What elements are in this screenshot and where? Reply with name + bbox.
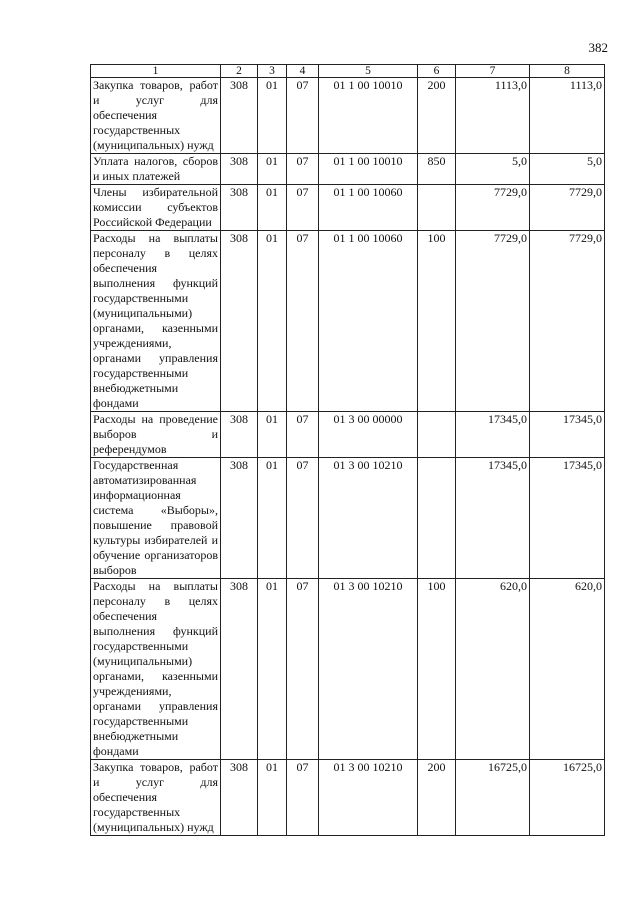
table-row	[91, 185, 605, 231]
cell-target-article: 01 3 00 10210	[319, 579, 418, 760]
cell-target-article: 01 3 00 10210	[319, 760, 418, 836]
cell-ministry-code: 308	[221, 412, 258, 458]
cell-amount-8: 17345,0	[530, 458, 605, 579]
row-name: Закупка товаров, работ и услуг для обеспечения государственных (муниципальных) нужд	[91, 760, 221, 836]
row-name: Члены избирательной комиссии субъектов Российской Федерации	[91, 185, 221, 231]
cell-ministry-code: 308	[221, 231, 258, 412]
cell-ministry-code: 308	[221, 78, 258, 154]
row-name: Уплата налогов, сборов и иных платежей	[91, 154, 221, 185]
cell-expense-type	[418, 412, 456, 458]
cell-subsection: 07	[287, 231, 319, 412]
table-row	[91, 760, 605, 836]
cell-subsection: 07	[287, 185, 319, 231]
cell-amount-7: 17345,0	[456, 458, 530, 579]
table-row	[91, 231, 605, 412]
cell-amount-8: 620,0	[530, 579, 605, 760]
cell-expense-type: 200	[418, 78, 456, 154]
row-name: Расходы на выплаты персоналу в целях обеспечения выполнения функций государственными (муниципальными) органами, казенными учреждениями, органами управления государственными внебюджетными фондами	[91, 231, 221, 412]
cell-amount-7: 620,0	[456, 579, 530, 760]
cell-target-article: 01 3 00 00000	[319, 412, 418, 458]
column-header: 5	[319, 65, 418, 78]
cell-amount-7: 7729,0	[456, 231, 530, 412]
cell-ministry-code: 308	[221, 154, 258, 185]
cell-subsection: 07	[287, 579, 319, 760]
column-header: 1	[91, 65, 221, 78]
cell-amount-7: 1113,0	[456, 78, 530, 154]
cell-ministry-code: 308	[221, 458, 258, 579]
cell-amount-8: 17345,0	[530, 412, 605, 458]
cell-subsection: 07	[287, 412, 319, 458]
cell-amount-8: 5,0	[530, 154, 605, 185]
cell-target-article: 01 1 00 10010	[319, 154, 418, 185]
column-header: 8	[530, 65, 605, 78]
column-header: 2	[221, 65, 258, 78]
table-header-row	[91, 65, 605, 78]
row-name: Государственная автоматизированная информационная система «Выборы», повышение правовой культуры избирателей и обучение организаторов выборов	[91, 458, 221, 579]
cell-target-article: 01 1 00 10010	[319, 78, 418, 154]
cell-expense-type: 100	[418, 231, 456, 412]
cell-expense-type: 200	[418, 760, 456, 836]
cell-amount-7: 5,0	[456, 154, 530, 185]
cell-amount-7: 17345,0	[456, 412, 530, 458]
cell-amount-7: 7729,0	[456, 185, 530, 231]
row-name: Расходы на проведение выборов и референдумов	[91, 412, 221, 458]
cell-section: 01	[258, 78, 287, 154]
row-name: Расходы на выплаты персоналу в целях обеспечения выполнения функций государственными (муниципальными) органами, казенными учреждениями, органами управления государственными внебюджетными фондами	[91, 579, 221, 760]
table-row	[91, 458, 605, 579]
table-row	[91, 412, 605, 458]
budget-table	[90, 64, 605, 836]
row-name: Закупка товаров, работ и услуг для обеспечения государственных (муниципальных) нужд	[91, 78, 221, 154]
cell-ministry-code: 308	[221, 760, 258, 836]
cell-section: 01	[258, 458, 287, 579]
cell-section: 01	[258, 760, 287, 836]
cell-expense-type	[418, 458, 456, 579]
column-header: 6	[418, 65, 456, 78]
cell-target-article: 01 3 00 10210	[319, 458, 418, 579]
cell-section: 01	[258, 231, 287, 412]
cell-expense-type: 100	[418, 579, 456, 760]
cell-amount-7: 16725,0	[456, 760, 530, 836]
column-header: 3	[258, 65, 287, 78]
cell-subsection: 07	[287, 78, 319, 154]
cell-section: 01	[258, 412, 287, 458]
table-row	[91, 579, 605, 760]
cell-amount-8: 1113,0	[530, 78, 605, 154]
cell-amount-8: 7729,0	[530, 185, 605, 231]
cell-amount-8: 7729,0	[530, 231, 605, 412]
column-header: 4	[287, 65, 319, 78]
cell-expense-type	[418, 185, 456, 231]
column-header: 7	[456, 65, 530, 78]
page-number: 382	[588, 40, 608, 55]
table-row	[91, 78, 605, 154]
cell-section: 01	[258, 154, 287, 185]
cell-amount-8: 16725,0	[530, 760, 605, 836]
cell-section: 01	[258, 579, 287, 760]
cell-expense-type: 850	[418, 154, 456, 185]
cell-subsection: 07	[287, 760, 319, 836]
cell-ministry-code: 308	[221, 579, 258, 760]
cell-subsection: 07	[287, 154, 319, 185]
cell-target-article: 01 1 00 10060	[319, 185, 418, 231]
cell-target-article: 01 1 00 10060	[319, 231, 418, 412]
cell-ministry-code: 308	[221, 185, 258, 231]
table-row	[91, 154, 605, 185]
cell-section: 01	[258, 185, 287, 231]
cell-subsection: 07	[287, 458, 319, 579]
